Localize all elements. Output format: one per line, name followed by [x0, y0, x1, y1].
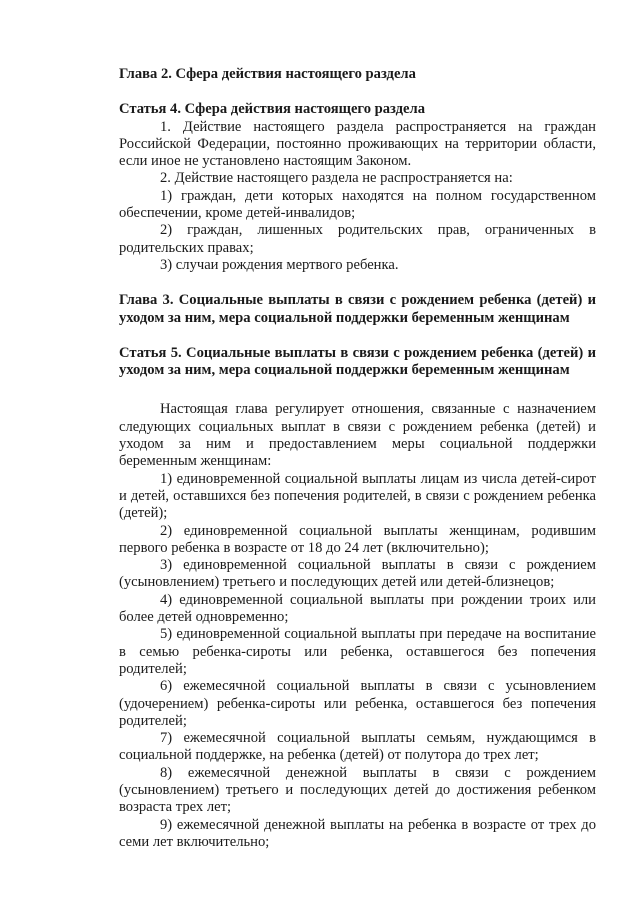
article-4-item: 3) случаи рождения мертвого ребенка. — [160, 256, 399, 273]
article-5-item: 8) ежемесячной денежной выплаты в связи с рождением (усыновлением) третьего и последующих детей до достижения ребенком возраста трех лет; — [119, 764, 596, 816]
article-5-item: 9) ежемесячной денежной выплаты на ребенка в возрасте от трех до семи лет включительно; — [119, 816, 596, 850]
document-page — [119, 66, 596, 851]
article-5-intro: Настоящая глава регулирует отношения, связанные с назначением следующих социальных выплат в связи с рождением ребенка (детей) и уходом за ним и предоставлением меры социальной поддержки беременным женщинам: — [119, 401, 596, 470]
article-4-item: 1) граждан, дети которых находятся на полном государственном обеспечении, кроме детей-инвалидов; — [119, 187, 596, 222]
article-5-item: 4) единовременной социальной выплаты при рождении троих или более детей одновременно; — [119, 591, 596, 626]
article-5-item: 1) единовременной социальной выплаты лицам из числа детей-сирот и детей, оставшихся без попечения родителей, в связи с рождением ребенка (детей); — [119, 470, 596, 522]
article-5-item: 2) единовременной социальной выплаты женщинам, родившим первого ребенка в возрасте от 18 до 24 лет (включительно); — [119, 522, 596, 556]
article-4-heading: Статья 4. Сфера действия настоящего раздела — [119, 101, 425, 118]
chapter-2-heading: Глава 2. Сфера действия настоящего раздела — [119, 66, 416, 82]
article-5-item: 5) единовременной социальной выплаты при передаче на воспитание в семью ребенка-сироты или ребенка, оставшегося без попечения родителей; — [119, 626, 596, 677]
chapter-3-heading: Глава 3. Социальные выплаты в связи с рождением ребенка (детей) и уходом за ним, мера социальной поддержки беременным женщинам — [119, 292, 596, 326]
article-4-paragraph-2: 2. Действие настоящего раздела не распространяется на: — [160, 170, 513, 187]
article-4-paragraph-1: 1. Действие настоящего раздела распространяется на граждан Российской Федерации, постоянно проживающих на территории области, если иное не установлено настоящим Законом. — [119, 118, 596, 170]
article-5-item: 7) ежемесячной социальной выплаты семьям, нуждающимся в социальной поддержке, на ребенка (детей) от полутора до трех лет; — [119, 730, 596, 764]
article-4-item: 2) граждан, лишенных родительских прав, ограниченных в родительских правах; — [119, 222, 596, 256]
article-5-heading: Статья 5. Социальные выплаты в связи с рождением ребенка (детей) и уходом за ним, мера социальной поддержки беременным женщинам — [119, 344, 596, 379]
article-5-item: 3) единовременной социальной выплаты в связи с рождением (усыновлением) третьего и последующих детей или детей-близнецов; — [119, 557, 596, 591]
article-5-item: 6) ежемесячной социальной выплаты в связи с усыновлением (удочерением) ребенка-сироты или ребенка, оставшегося без попечения родителей; — [119, 678, 596, 729]
